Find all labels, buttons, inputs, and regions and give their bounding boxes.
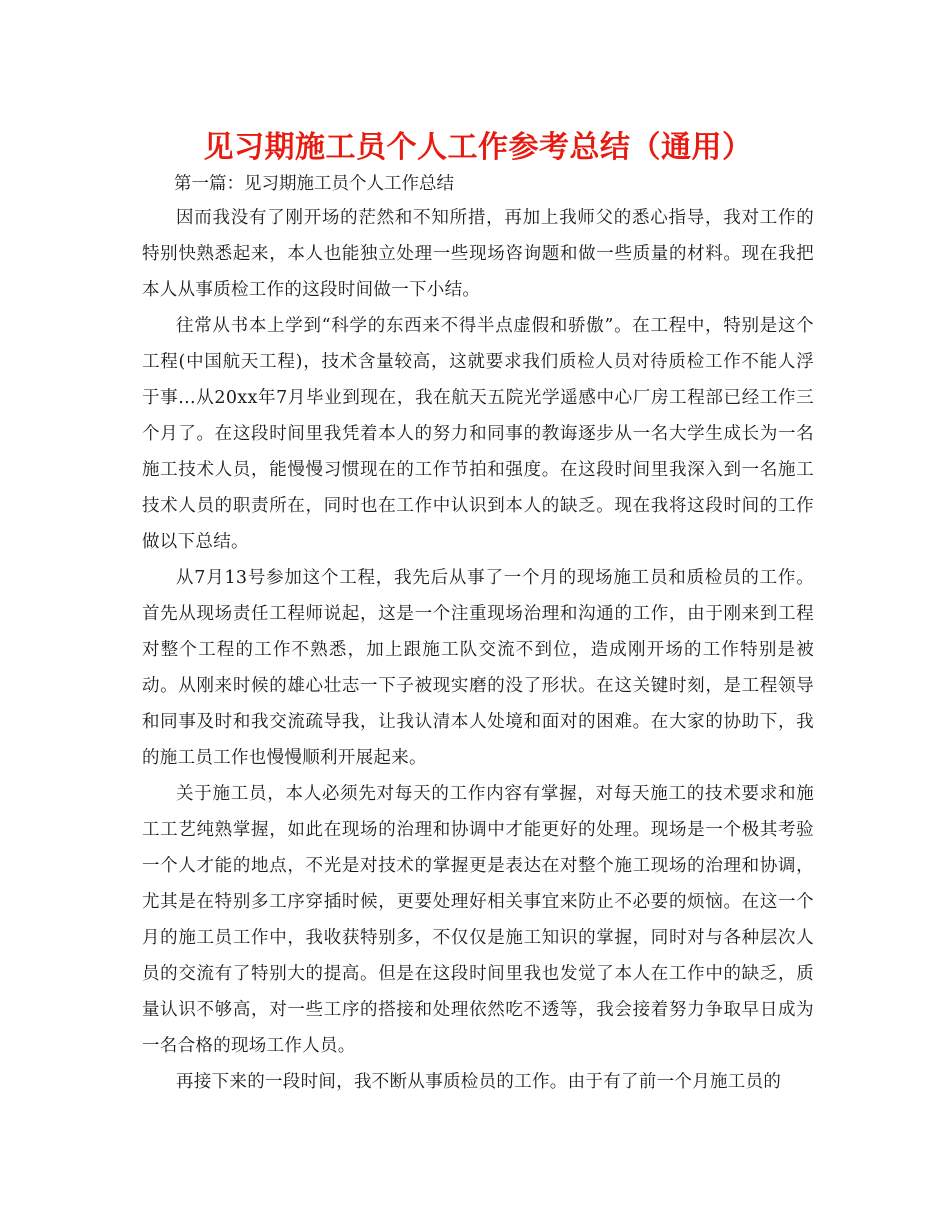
document-title: 见习期施工员个人工作参考总结（通用） [203, 130, 753, 165]
paragraph-5: 再接下来的一段时间，我不断从事质检员的工作。由于有了前一个月施工员的 [176, 1072, 782, 1092]
section-heading: 第一篇：见习期施工员个人工作总结 [174, 174, 454, 194]
paragraph-2: 往常从书本上学到“科学的东西来不得半点虚假和骄傲”。在工程中，特别是这个工程(中国航天工程)，技术含量较高，这就要求我们质检人员对待质检工作不能人浮于事...从20xx年7月毕业到现在，我在航天五院光学遥感中心厂房工程部已经工作三个月了。在这段时间里我凭着本人的努力和同事的教诲逐步从一名大学生成长为一名施工技术人员，能慢慢习惯现在的工作节拍和强度。在这段时间里我深入到一名施工技术人员的职责所在，同时也在工作中认识到本人的缺乏。现在我将这段时间的工作做以下总结。 [142, 316, 814, 552]
paragraph-1: 因而我没有了刚开场的茫然和不知所措，再加上我师父的悉心指导，我对工作的特别快熟悉起来，本人也能独立处理一些现场咨询题和做一些质量的材料。现在我把本人从事质检工作的这段时间做一下小结。 [142, 208, 814, 300]
paragraph-4: 关于施工员，本人必须先对每天的工作内容有掌握，对每天施工的技术要求和施工工艺纯熟掌握，如此在现场的治理和协调中才能更好的处理。现场是一个极其考验一个人才能的地点，不光是对技术的掌握更是表达在对整个施工现场的治理和协调，尤其是在特别多工序穿插时候，更要处理好相关事宜来防止不必要的烦恼。在这一个月的施工员工作中，我收获特别多，不仅仅是施工知识的掌握，同时对与各种层次人员的交流有了特别大的提高。但是在这段时间里我也发觉了本人在工作中的缺乏，质量认识不够高，对一些工序的搭接和处理依然吃不透等，我会接着努力争取早日成为一名合格的现场工作人员。 [142, 784, 814, 1056]
paragraph-3: 从7月13号参加这个工程，我先后从事了一个月的现场施工员和质检员的工作。首先从现场责任工程师说起，这是一个注重现场治理和沟通的工作，由于刚来到工程对整个工程的工作不熟悉，加上跟施工队交流不到位，造成刚开场的工作特别是被动。从刚来时候的雄心壮志一下子被现实磨的没了形状。在这关键时刻，是工程领导和同事及时和我交流疏导我，让我认清本人处境和面对的困难。在大家的协助下，我的施工员工作也慢慢顺利开展起来。 [142, 568, 814, 768]
document-page [142, 128, 814, 1100]
